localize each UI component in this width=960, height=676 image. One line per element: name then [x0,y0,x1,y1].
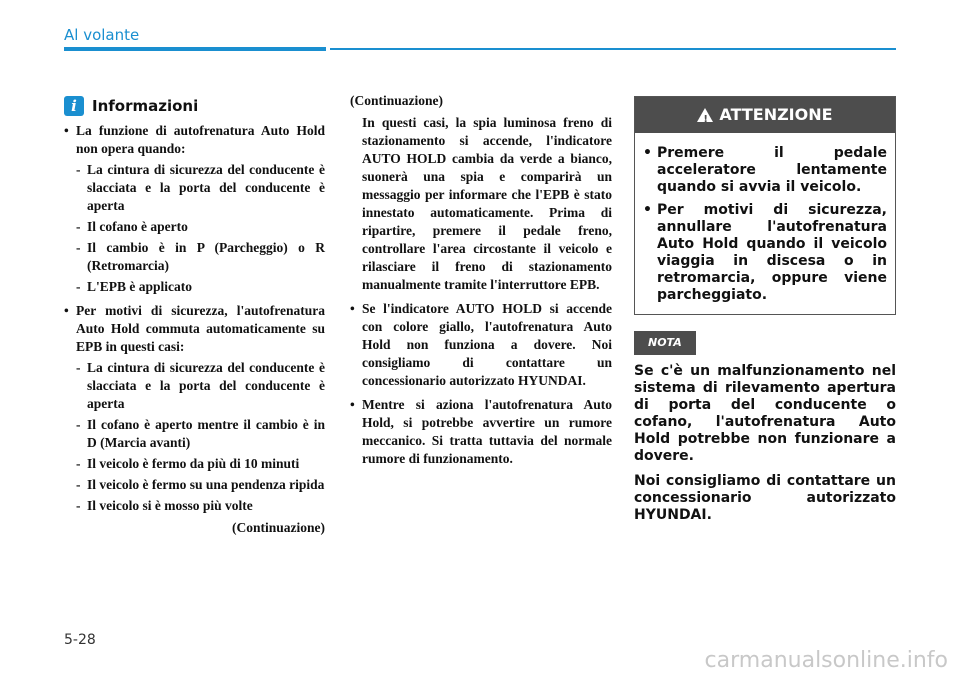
sub-item-text: Il veicolo è fermo su una pendenza ripida [87,477,325,492]
warning-box [634,96,896,315]
bullet-text: Premere il pedale acceleratore lentamente quando si avvia il veicolo. [657,145,887,195]
bullet-icon: • [350,397,355,412]
sub-item: - L'EPB è applicato [64,278,325,296]
sub-item-text: Il cambio è in P (Parcheggio) o R (Retromarcia) [87,240,325,273]
nota-paragraph: Se c'è un malfunzionamento nel sistema di rilevamento apertura di porta del conducente o cofano, l'autofrenatura Auto Hold potrebbe non funzionare a dovere. [634,363,896,464]
info-icon: i [64,96,84,116]
sub-item: - Il cofano è aperto [64,218,325,236]
continuation-label: (Continuazione) [231,520,325,535]
list-item [64,122,325,158]
info-heading [64,96,325,116]
sub-item-text: La cintura di sicurezza del conducente è slacciata e la porta del conducente è aperta [87,162,325,213]
nota-paragraph: Noi consigliamo di contattare un concessionario autorizzato HYUNDAI. [634,473,896,523]
bullet-icon: • [643,145,652,161]
sub-item: - Il veicolo si è mosso più volte [64,497,325,515]
watermark: carmanualsonline.info [704,648,948,673]
sub-item-text: Il veicolo è fermo da più di 10 minuti [87,456,300,471]
sub-item-text: Il veicolo si è mosso più volte [87,498,253,513]
header-rule [330,48,896,50]
list-item [64,302,325,356]
bullet-icon: • [350,301,355,316]
sub-item-text: Il cofano è aperto mentre il cambio è in D (Marcia avanti) [87,417,325,450]
sub-item: - Il cofano è aperto mentre il cambio è in D (Marcia avanti) [76,417,325,450]
sub-item: - Il cambio è in P (Parcheggio) o R (Retromarcia) [76,240,325,273]
bullet-text: La funzione di autofrenatura Auto Hold non opera quando: [76,123,325,156]
bullet-text: Mentre si aziona l'autofrenatura Auto Hold, si potrebbe avvertire un rumore meccanico. Si tratta tuttavia del normale rumore di funzionamento. [362,397,612,466]
warning-column [634,96,896,524]
info-title: Informazioni [92,97,199,115]
bullet-icon: • [64,303,69,318]
nota-badge: NOTA [634,331,696,355]
sub-item-text: La cintura di sicurezza del conducente è slacciata e la porta del conducente è aperta [87,360,325,411]
bullet-icon: • [643,202,652,218]
warning-body [635,133,895,314]
continuation-label: (Continuazione) [350,93,444,108]
continuation-column [350,92,612,468]
list-item [350,300,612,390]
sub-item: - La cintura di sicurezza del conducente è slacciata e la porta del conducente è aperta [76,162,325,213]
warning-icon: ! [697,108,713,122]
list-item [350,396,612,468]
header-bar-accent [64,47,326,51]
sub-item: - Il veicolo è fermo da più di 10 minuti [64,455,325,473]
bullet-text: Per motivi di sicurezza, annullare l'autofrenatura Auto Hold quando il veicolo viaggia in discesa o in retromarcia, oppure viene parcheggiato. [657,202,887,303]
warning-header [635,97,895,133]
continuation-paragraph: In questi casi, la spia luminosa freno di stazionamento si accende, l'indicatore AUTO HOLD cambia da verde a bianco, suonerà una spia e comparirà un messaggio per informare che l'EPB è stato innestato automaticamente. Prima di ripartire, premere il pedale freno, controllare l'area circostante il veicolo e rilasciare il freno di stazionamento manualmente tramite l'interruttore EPB. [362,115,612,292]
bullet-text: Per motivi di sicurezza, l'autofrenatura Auto Hold commuta automaticamente su EPB in questi casi: [76,303,325,354]
bullet-text: Se l'indicatore AUTO HOLD si accende con colore giallo, l'autofrenatura Auto Hold non funziona a dovere. Noi consigliamo di contattare un concessionario autorizzato HYUNDAI. [362,301,612,388]
page-number: 5-28 [64,632,96,648]
info-column [64,96,325,537]
bullet-icon: • [64,123,69,138]
warning-title: ATTENZIONE [719,105,833,124]
list-item [643,202,887,304]
sub-item: - La cintura di sicurezza del conducente è slacciata e la porta del conducente è aperta [76,360,325,411]
sub-item-text: L'EPB è applicato [87,279,193,294]
sub-item-text: Il cofano è aperto [87,219,188,234]
section-title: Al volante [64,26,140,44]
sub-item: - Il veicolo è fermo su una pendenza ripida [76,477,325,492]
list-item [643,145,887,196]
